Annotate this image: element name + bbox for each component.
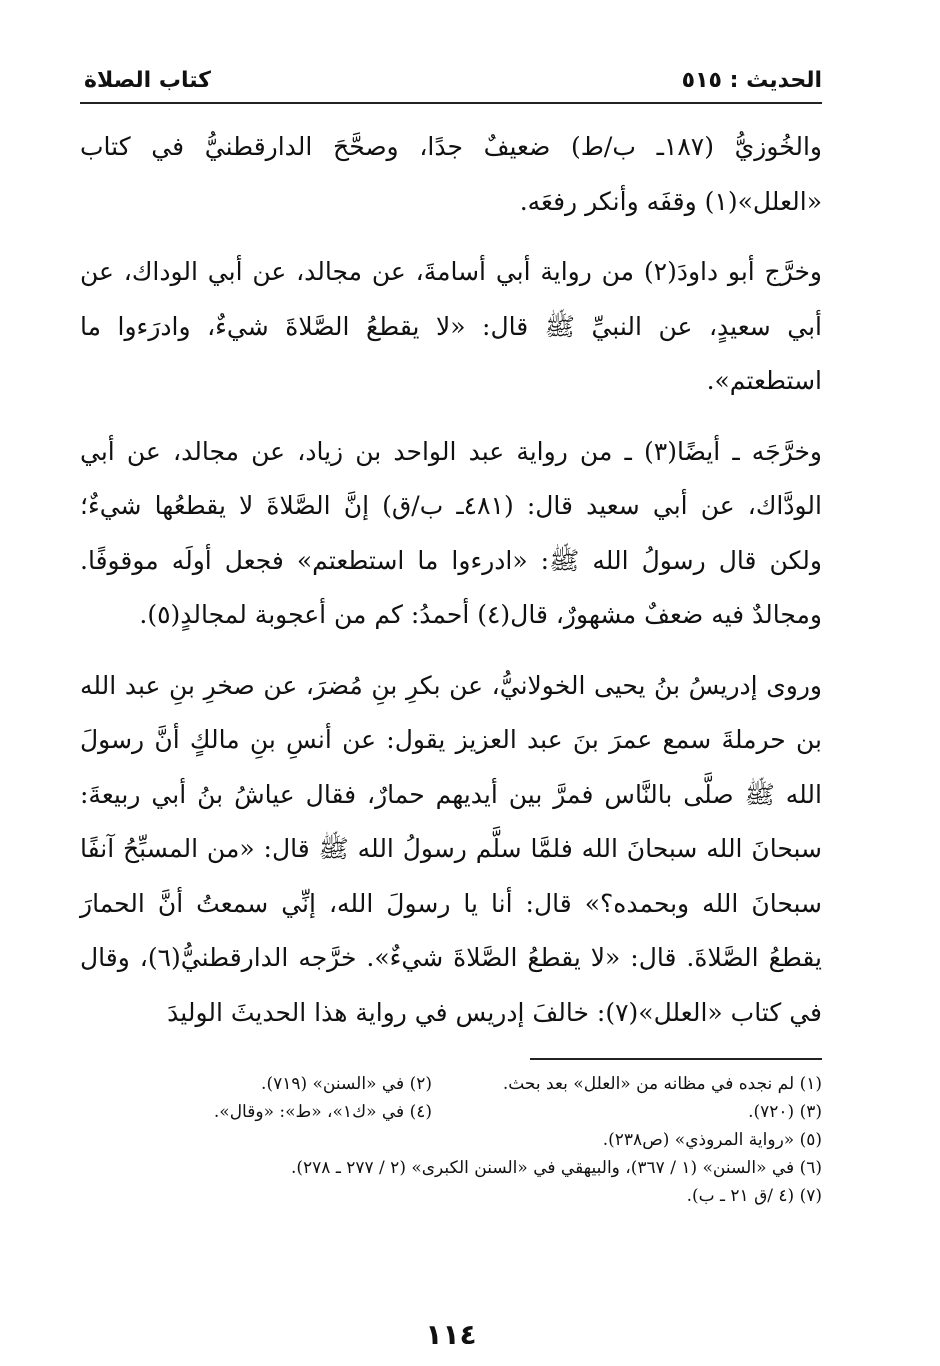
paragraph-1: والخُوزيُّ (١٨٧ـ ب/ط) ضعيفٌ جدًا، وصحَّحَ الدارقطنيُّ في كتاب «العلل»(١) وقفَه وأنكر رفعَه. [80, 132, 823, 216]
footnote-row [80, 1098, 822, 1126]
paragraph-4: وروى إدريسُ بنُ يحيى الخولانيُّ، عن بكرِ بنِ مُضرَ، عن صخرِ بنِ عبد الله بن حرملةَ سمع عمرَ بنَ عبد العزيز يقول: عن أنسِ بنِ مالكٍ أنَّ رسولَ الله ﷺ صلَّى بالنَّاس فمرَّ بين أيديهم حمارٌ، فقال عياشُ بنُ أبي ربيعةَ: سبحانَ الله سبحانَ الله فلمَّا سلَّم رسولُ الله ﷺ قال: «من المسبِّحُ آنفًا سبحانَ الله وبحمده؟» قال: أنا يا رسولَ الله، إنِّي سمعتُ أنَّ الحمارَ يقطعُ الصَّلاةَ. قال: «لا يقطعُ الصَّلاةَ شيءٌ». خرَّجه الدارقطنيُّ(٦)، وقال في كتاب «العلل»(٧): خالفَ إدريس في رواية هذا الحديثَ الوليدَ [80, 670, 823, 1027]
footnotes [80, 1070, 822, 1210]
paragraph-2: وخرَّج أبو داودَ(٢) من رواية أبي أسامةَ، عن مجالد، عن أبي الوداك، عن أبي سعيدٍ، عن النبيِّ ﷺ قال: «لا يقطعُ الصَّلاةَ شيءٌ، وادرَءوا ما استطعتم». [80, 257, 822, 395]
page-number: ١١٤ [425, 1318, 477, 1351]
footnote-divider [530, 1058, 822, 1060]
paragraph-3: وخرَّجَه ـ أيضًا(٣) ـ من رواية عبد الواحد بن زياد، عن مجالد، عن أبي الودَّاك، عن أبي سعيد قال: (٤٨١ـ ب/ق) إنَّ الصَّلاةَ لا يقطعُها شيءٌ؛ ولكن قال رسولُ الله ﷺ: «ادرءوا ما استطعتم» فجعل أولَه موقوفًا. ومجالدٌ فيه ضعفٌ مشهورٌ، قال(٤) أحمدُ: كم من أعجوبة لمجالدٍ(٥). [80, 436, 822, 629]
footnote-1: (١) لم نجده في مظانه من «العلل» بعد بحث. [502, 1074, 822, 1094]
running-header [80, 66, 822, 104]
footnote-3: (٣) (٧٢٠). [748, 1102, 822, 1122]
footnote-4: (٤) في «ك١»، «ط»: «وقال». [213, 1102, 432, 1122]
footnote-row [80, 1182, 822, 1210]
main-text [80, 120, 822, 1040]
footnote-row [80, 1154, 822, 1182]
footnote-5: (٥) «رواية المروذي» (ص٢٣٨). [602, 1130, 822, 1150]
footnote-6: (٦) في «السنن» (١ / ٣٦٧)، والبيهقي في «السنن الكبرى» (٢ / ٢٧٧ ـ ٢٧٨). [290, 1158, 822, 1178]
book-title: كتاب الصلاة [84, 68, 211, 93]
footnote-7: (٧) (٤ /ق ٢١ ـ ب). [686, 1186, 822, 1206]
footnote-row [80, 1070, 822, 1098]
hadith-number-label: الحديث : ٥١٥ [681, 68, 822, 93]
footnote-row [80, 1126, 822, 1154]
footnote-2: (٢) في «السنن» (٧١٩). [261, 1074, 432, 1094]
book-page [80, 56, 823, 1351]
